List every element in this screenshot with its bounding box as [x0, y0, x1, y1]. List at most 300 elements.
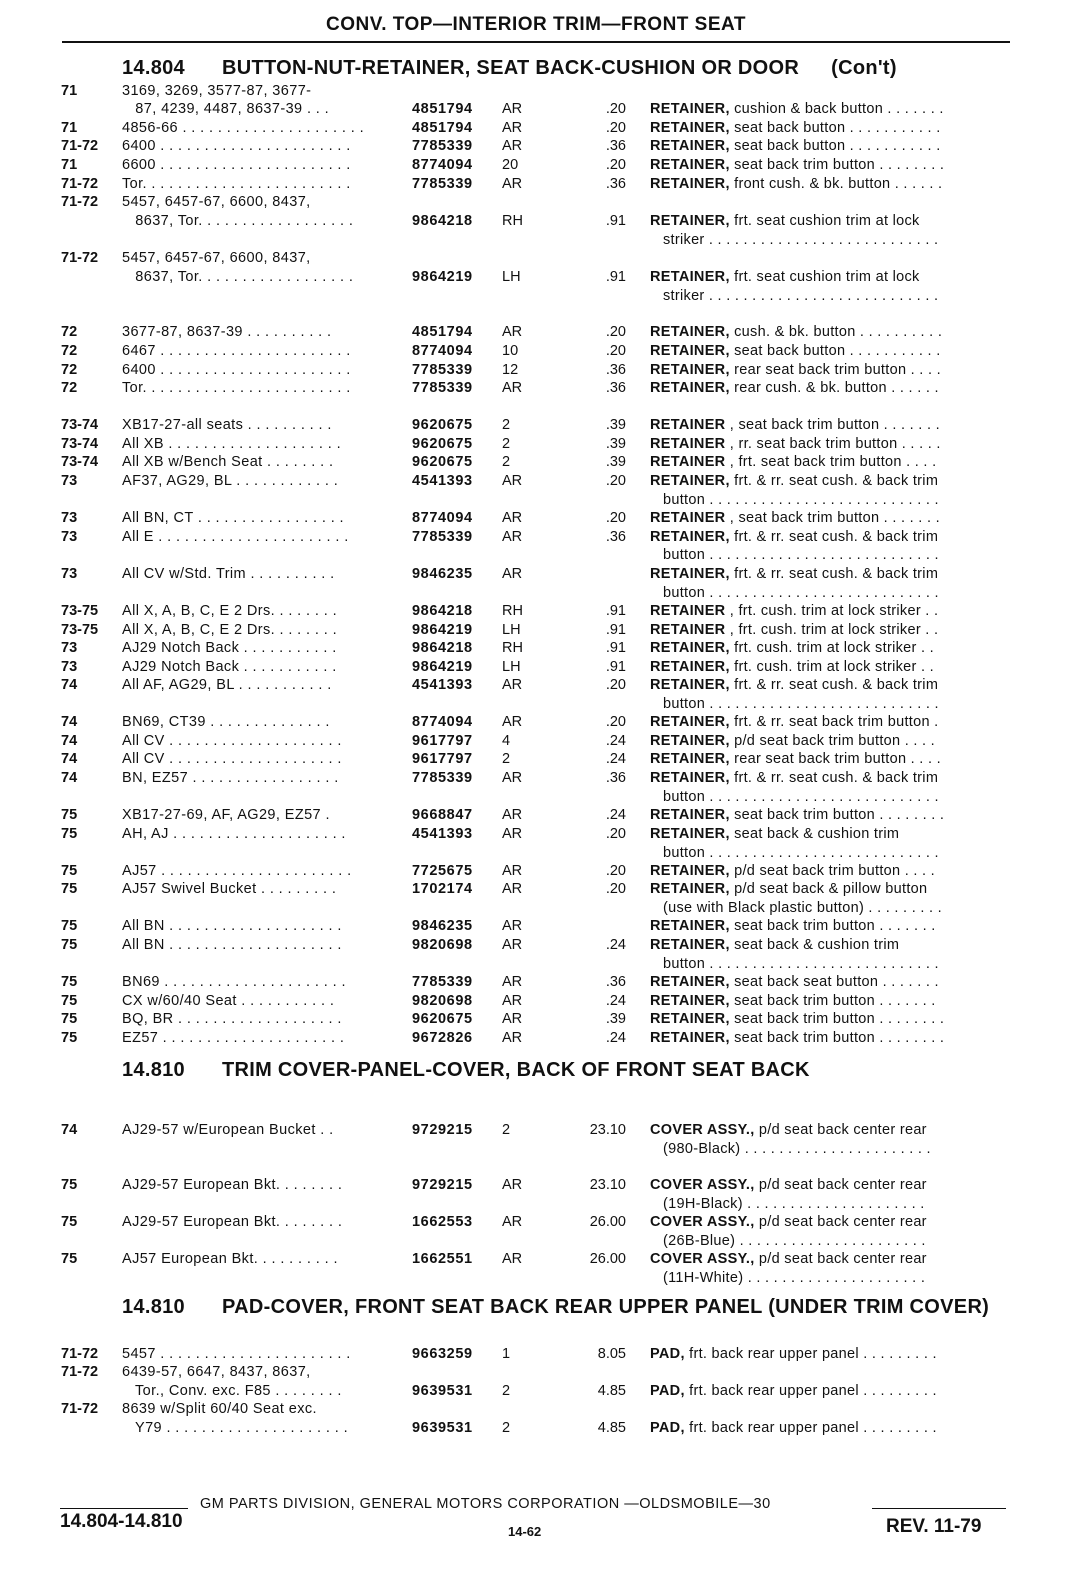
- row-price: .20: [605, 863, 626, 879]
- row-description: [650, 509, 1010, 528]
- row-item-detail: , seat back trim button . . . . . . .: [725, 510, 940, 526]
- row-price: .36: [605, 362, 626, 378]
- row-quantity: AR: [502, 974, 523, 990]
- row-item-name: RETAINER,: [650, 640, 730, 656]
- row-item-detail: frt. seat cushion trim at lock: [729, 213, 920, 229]
- row-item-detail: frt. seat cushion trim at lock: [729, 269, 920, 285]
- row-description: [650, 231, 1010, 250]
- row-year: 71-72: [61, 250, 99, 266]
- row-year: 75: [61, 1251, 78, 1267]
- row-description: [650, 1213, 1010, 1232]
- row-description: [650, 769, 1010, 788]
- row-price: .36: [605, 380, 626, 396]
- row-description: [650, 453, 1010, 472]
- row-item-detail: frt. back rear upper panel . . . . . . . . .: [684, 1346, 937, 1362]
- row-price: .91: [605, 213, 626, 229]
- section-title-14-810-cover: [122, 1059, 810, 1082]
- row-quantity: AR: [502, 138, 523, 154]
- row-quantity: AR: [502, 566, 523, 582]
- row-description: [650, 361, 1010, 380]
- row-year: 75: [61, 881, 78, 897]
- row-year: 73: [61, 510, 78, 526]
- row-item-name: RETAINER,: [650, 473, 730, 489]
- row-item-detail: striker . . . . . . . . . . . . . . . . . . . . . . . . . . .: [650, 288, 939, 304]
- row-year: 73-74: [61, 436, 99, 452]
- row-year: 75: [61, 1030, 78, 1046]
- continued-note: (Con't): [831, 57, 897, 79]
- row-year: 74: [61, 714, 78, 730]
- row-description: [650, 1232, 1010, 1251]
- row-part-number: 4851794: [412, 101, 473, 117]
- row-description: [650, 472, 1010, 491]
- row-part-number: 9620675: [412, 417, 473, 433]
- row-quantity: RH: [502, 603, 523, 619]
- row-quantity: LH: [502, 269, 521, 285]
- row-item-detail: button . . . . . . . . . . . . . . . . . . . . . . . . . . .: [650, 789, 939, 805]
- row-description: [650, 546, 1010, 565]
- section-number: 14.810: [122, 1296, 185, 1318]
- row-price: .91: [605, 603, 626, 619]
- row-model: AJ29 Notch Back . . . . . . . . . . .: [122, 640, 337, 656]
- row-part-number: 7785339: [412, 529, 473, 545]
- row-item-name: RETAINER: [650, 417, 726, 433]
- row-part-number: 9639531: [412, 1383, 473, 1399]
- row-item-detail: cush. & bk. button . . . . . . . . . .: [729, 324, 943, 340]
- row-item-name: RETAINER: [650, 454, 726, 470]
- row-description: [650, 602, 1010, 621]
- row-quantity: AR: [502, 1011, 523, 1027]
- row-part-number: 9864219: [412, 269, 473, 285]
- row-price: .36: [605, 176, 626, 192]
- row-item-detail: rear seat back trim button . . . .: [729, 362, 941, 378]
- row-model: AJ57 European Bkt. . . . . . . . . .: [122, 1251, 338, 1267]
- row-year: 71: [61, 120, 78, 136]
- row-price: 26.00: [589, 1214, 626, 1230]
- row-description: [650, 750, 1010, 769]
- row-item-detail: , frt. seat back trim button . . . .: [725, 454, 937, 470]
- row-model: All E . . . . . . . . . . . . . . . . . . . . . .: [122, 529, 349, 545]
- row-item-detail: (use with Black plastic button) . . . . . . . . .: [650, 900, 943, 916]
- row-description: [650, 1269, 1010, 1288]
- row-description: [650, 732, 1010, 751]
- row-item-name: RETAINER,: [650, 974, 730, 990]
- row-year: 71-72: [61, 194, 99, 210]
- row-quantity: 12: [502, 362, 519, 378]
- row-model: AJ29-57 European Bkt. . . . . . . .: [122, 1177, 343, 1193]
- row-description: [650, 175, 1010, 194]
- row-price: .20: [605, 881, 626, 897]
- row-model: AJ57 . . . . . . . . . . . . . . . . . . . . . .: [122, 863, 352, 879]
- row-item-name: RETAINER,: [650, 566, 730, 582]
- row-model: 6400 . . . . . . . . . . . . . . . . . . . . . .: [122, 138, 351, 154]
- row-item-name: RETAINER,: [650, 659, 730, 675]
- row-item-name: RETAINER,: [650, 863, 730, 879]
- row-model: 6467 . . . . . . . . . . . . . . . . . . . . . .: [122, 343, 351, 359]
- row-item-detail: seat back & cushion trim: [729, 826, 900, 842]
- row-description: [650, 565, 1010, 584]
- row-price: .20: [605, 473, 626, 489]
- row-price: .20: [605, 120, 626, 136]
- row-year: 75: [61, 974, 78, 990]
- row-item-name: COVER ASSY.,: [650, 1214, 755, 1230]
- row-item-detail: front cush. & bk. button . . . . . .: [729, 176, 943, 192]
- row-item-detail: p/d seat back center rear: [754, 1177, 927, 1193]
- row-description: [650, 212, 1010, 231]
- row-part-number: 1702174: [412, 881, 473, 897]
- row-model: 3169, 3269, 3577-87, 3677-: [122, 83, 312, 99]
- row-item-name: RETAINER,: [650, 176, 730, 192]
- row-quantity: 4: [502, 733, 511, 749]
- row-item-detail: button . . . . . . . . . . . . . . . . . . . . . . . . . . .: [650, 696, 939, 712]
- row-part-number: 9864219: [412, 659, 473, 675]
- row-item-detail: seat back trim button . . . . . . . .: [729, 807, 945, 823]
- row-item-detail: seat back trim button . . . . . . .: [729, 993, 936, 1009]
- row-price: .24: [605, 937, 626, 953]
- row-description: [650, 621, 1010, 640]
- row-model: Tor. . . . . . . . . . . . . . . . . . . . . . . .: [122, 380, 351, 396]
- row-part-number: 9820698: [412, 937, 473, 953]
- row-item-detail: button . . . . . . . . . . . . . . . . . . . . . . . . . . .: [650, 845, 939, 861]
- row-item-detail: , rr. seat back trim button . . . . .: [725, 436, 941, 452]
- row-item-detail: button . . . . . . . . . . . . . . . . . . . . . . . . . . .: [650, 547, 939, 563]
- row-model: All BN . . . . . . . . . . . . . . . . . . . .: [122, 918, 342, 934]
- row-quantity: AR: [502, 473, 523, 489]
- row-item-detail: (980-Black) . . . . . . . . . . . . . . . . . . . . . .: [650, 1141, 931, 1157]
- row-item-detail: seat back & cushion trim: [729, 937, 900, 953]
- row-description: [650, 992, 1010, 1011]
- row-description: [650, 491, 1010, 510]
- row-item-name: RETAINER,: [650, 101, 730, 117]
- row-part-number: 4851794: [412, 120, 473, 136]
- row-description: [650, 100, 1010, 119]
- row-model: AH, AJ . . . . . . . . . . . . . . . . . . . .: [122, 826, 346, 842]
- row-item-detail: rear cush. & bk. button . . . . . .: [729, 380, 939, 396]
- row-year: 73: [61, 566, 78, 582]
- row-quantity: RH: [502, 213, 523, 229]
- row-year: 74: [61, 677, 78, 693]
- row-item-detail: seat back button . . . . . . . . . . .: [729, 120, 941, 136]
- row-description: [650, 955, 1010, 974]
- row-price: 23.10: [589, 1177, 626, 1193]
- row-model: All X, A, B, C, E 2 Drs. . . . . . . .: [122, 603, 338, 619]
- row-item-name: RETAINER,: [650, 269, 730, 285]
- row-item-name: RETAINER,: [650, 993, 730, 1009]
- row-price: .91: [605, 640, 626, 656]
- row-model: AJ29 Notch Back . . . . . . . . . . .: [122, 659, 337, 675]
- row-price: .91: [605, 622, 626, 638]
- row-item-name: RETAINER,: [650, 362, 730, 378]
- row-model: 5457 . . . . . . . . . . . . . . . . . . . . . .: [122, 1346, 351, 1362]
- row-item-name: RETAINER,: [650, 937, 730, 953]
- row-quantity: AR: [502, 1251, 523, 1267]
- row-part-number: 8774094: [412, 510, 473, 526]
- row-description: [650, 880, 1010, 899]
- row-quantity: AR: [502, 993, 523, 1009]
- row-part-number: 4541393: [412, 677, 473, 693]
- row-item-name: RETAINER,: [650, 120, 730, 136]
- row-description: [650, 862, 1010, 881]
- row-model: 5457, 6457-67, 6600, 8437,: [122, 194, 311, 210]
- row-price: 26.00: [589, 1251, 626, 1267]
- row-year: 73: [61, 640, 78, 656]
- row-model: CX w/60/40 Seat . . . . . . . . . . .: [122, 993, 335, 1009]
- row-part-number: 9639531: [412, 1420, 473, 1436]
- row-year: 73-74: [61, 454, 99, 470]
- footer-publisher: GM PARTS DIVISION, GENERAL MOTORS CORPORATION —OLDSMOBILE—30: [200, 1496, 771, 1512]
- row-item-detail: , frt. cush. trim at lock striker . .: [725, 622, 939, 638]
- row-quantity: 1: [502, 1346, 511, 1362]
- row-year: 71-72: [61, 1364, 99, 1380]
- row-part-number: 8774094: [412, 714, 473, 730]
- row-description: [650, 1029, 1010, 1048]
- row-description: [650, 1121, 1010, 1140]
- row-year: 73: [61, 529, 78, 545]
- row-price: .36: [605, 974, 626, 990]
- row-part-number: 8774094: [412, 157, 473, 173]
- row-part-number: 9617797: [412, 733, 473, 749]
- row-price: .36: [605, 529, 626, 545]
- row-item-name: RETAINER,: [650, 826, 730, 842]
- row-year: 75: [61, 826, 78, 842]
- row-item-name: PAD,: [650, 1383, 685, 1399]
- row-item-detail: button . . . . . . . . . . . . . . . . . . . . . . . . . . .: [650, 585, 939, 601]
- row-description: [650, 1419, 1010, 1438]
- row-quantity: AR: [502, 529, 523, 545]
- section-heading: BUTTON-NUT-RETAINER, SEAT BACK-CUSHION OR DOOR: [222, 57, 800, 79]
- row-quantity: AR: [502, 918, 523, 934]
- row-item-name: RETAINER: [650, 603, 726, 619]
- section-heading: PAD-COVER, FRONT SEAT BACK REAR UPPER PANEL (UNDER TRIM COVER): [222, 1296, 990, 1318]
- row-year: 71-72: [61, 1401, 99, 1417]
- row-price: .91: [605, 269, 626, 285]
- row-item-name: RETAINER,: [650, 881, 730, 897]
- row-quantity: AR: [502, 677, 523, 693]
- row-model: AJ29-57 European Bkt. . . . . . . .: [122, 1214, 343, 1230]
- row-price: .24: [605, 733, 626, 749]
- row-part-number: 8774094: [412, 343, 473, 359]
- row-description: [650, 825, 1010, 844]
- row-quantity: AR: [502, 380, 523, 396]
- row-quantity: 2: [502, 436, 511, 452]
- section-heading: TRIM COVER-PANEL-COVER, BACK OF FRONT SEAT BACK: [222, 1059, 810, 1081]
- row-description: [650, 323, 1010, 342]
- row-quantity: AR: [502, 863, 523, 879]
- row-item-name: RETAINER,: [650, 770, 730, 786]
- row-part-number: 9864218: [412, 640, 473, 656]
- row-item-detail: p/d seat back trim button . . . .: [729, 863, 936, 879]
- row-year: 71: [61, 157, 78, 173]
- row-model: AJ29-57 w/European Bucket . .: [122, 1122, 334, 1138]
- footer-rule-left: [60, 1508, 188, 1509]
- row-part-number: 7785339: [412, 770, 473, 786]
- row-quantity: AR: [502, 714, 523, 730]
- row-item-detail: (26B-Blue) . . . . . . . . . . . . . . . . . . . . . .: [650, 1233, 926, 1249]
- row-model: 8639 w/Split 60/40 Seat exc.: [122, 1401, 317, 1417]
- row-model: XB17-27-all seats . . . . . . . . . .: [122, 417, 332, 433]
- row-year: 74: [61, 1122, 78, 1138]
- row-description: [650, 917, 1010, 936]
- row-quantity: AR: [502, 1177, 523, 1193]
- row-quantity: 2: [502, 454, 511, 470]
- row-year: 74: [61, 770, 78, 786]
- row-item-detail: seat back seat button . . . . . . .: [729, 974, 939, 990]
- row-quantity: AR: [502, 1214, 523, 1230]
- row-item-name: RETAINER,: [650, 918, 730, 934]
- row-model: All CV w/Std. Trim . . . . . . . . . .: [122, 566, 335, 582]
- row-item-name: RETAINER,: [650, 1011, 730, 1027]
- row-quantity: 10: [502, 343, 519, 359]
- row-description: [650, 1382, 1010, 1401]
- row-model: All XB . . . . . . . . . . . . . . . . . . . .: [122, 436, 342, 452]
- row-quantity: 20: [502, 157, 519, 173]
- row-description: [650, 1176, 1010, 1195]
- row-year: 73-74: [61, 417, 99, 433]
- row-item-detail: seat back button . . . . . . . . . . .: [729, 138, 941, 154]
- row-item-name: RETAINER,: [650, 733, 730, 749]
- section-title-14-804: [122, 57, 897, 80]
- row-year: 75: [61, 1177, 78, 1193]
- row-description: [650, 844, 1010, 863]
- row-item-detail: cushion & back button . . . . . . .: [729, 101, 944, 117]
- row-part-number: 9864218: [412, 603, 473, 619]
- row-item-name: RETAINER,: [650, 380, 730, 396]
- row-model: All AF, AG29, BL . . . . . . . . . . .: [122, 677, 332, 693]
- row-item-name: COVER ASSY.,: [650, 1122, 755, 1138]
- row-part-number: 7725675: [412, 863, 473, 879]
- row-item-detail: frt. & rr. seat cush. & back trim: [729, 677, 939, 693]
- row-item-detail: seat back trim button . . . . . . . .: [729, 1030, 945, 1046]
- row-item-name: RETAINER,: [650, 677, 730, 693]
- row-part-number: 9864218: [412, 213, 473, 229]
- row-model: 6400 . . . . . . . . . . . . . . . . . . . . . .: [122, 362, 351, 378]
- row-quantity: 2: [502, 417, 511, 433]
- footer-section-range: 14.804-14.810: [60, 1511, 183, 1532]
- row-quantity: AR: [502, 324, 523, 340]
- row-part-number: 9672826: [412, 1030, 473, 1046]
- row-model: 8637, Tor. . . . . . . . . . . . . . . . . .: [122, 213, 354, 229]
- row-year: 75: [61, 918, 78, 934]
- row-model: 6600 . . . . . . . . . . . . . . . . . . . . . .: [122, 157, 351, 173]
- row-price: .20: [605, 826, 626, 842]
- row-year: 72: [61, 380, 78, 396]
- row-year: 73: [61, 659, 78, 675]
- row-model: All CV . . . . . . . . . . . . . . . . . . . .: [122, 733, 342, 749]
- row-year: 71-72: [61, 138, 99, 154]
- row-part-number: 9846235: [412, 566, 473, 582]
- section-number: 14.804: [122, 57, 185, 79]
- row-quantity: 2: [502, 1122, 511, 1138]
- row-year: 71-72: [61, 176, 99, 192]
- row-description: [650, 156, 1010, 175]
- row-description: [650, 1140, 1010, 1159]
- row-quantity: 2: [502, 751, 511, 767]
- row-item-detail: p/d seat back & pillow button: [729, 881, 928, 897]
- row-item-detail: p/d seat back center rear: [754, 1122, 927, 1138]
- row-part-number: 9729215: [412, 1177, 473, 1193]
- row-part-number: 9620675: [412, 1011, 473, 1027]
- row-item-detail: (19H-Black) . . . . . . . . . . . . . . . . . . . . .: [650, 1196, 925, 1212]
- section-number: 14.810: [122, 1059, 185, 1081]
- row-item-detail: frt. & rr. seat cush. & back trim: [729, 770, 939, 786]
- row-quantity: AR: [502, 937, 523, 953]
- row-description: [650, 287, 1010, 306]
- row-year: 75: [61, 863, 78, 879]
- row-model: 3677-87, 8637-39 . . . . . . . . . .: [122, 324, 332, 340]
- row-item-detail: seat back trim button . . . . . . .: [729, 918, 936, 934]
- row-quantity: 2: [502, 1383, 511, 1399]
- row-model: All XB w/Bench Seat . . . . . . . .: [122, 454, 334, 470]
- row-description: [650, 1250, 1010, 1269]
- row-price: .91: [605, 659, 626, 675]
- row-year: 71-72: [61, 1346, 99, 1362]
- row-model: BN69 . . . . . . . . . . . . . . . . . . . . .: [122, 974, 346, 990]
- row-price: 23.10: [589, 1122, 626, 1138]
- row-price: .20: [605, 324, 626, 340]
- row-price: .36: [605, 138, 626, 154]
- row-quantity: AR: [502, 176, 523, 192]
- row-description: [650, 639, 1010, 658]
- row-part-number: 7785339: [412, 138, 473, 154]
- row-description: [650, 528, 1010, 547]
- row-model: BN69, CT39 . . . . . . . . . . . . . .: [122, 714, 330, 730]
- row-quantity: AR: [502, 807, 523, 823]
- row-year: 72: [61, 343, 78, 359]
- row-price: .24: [605, 751, 626, 767]
- row-item-name: RETAINER,: [650, 324, 730, 340]
- row-description: [650, 1195, 1010, 1214]
- row-price: 4.85: [597, 1383, 626, 1399]
- row-model: All CV . . . . . . . . . . . . . . . . . . . .: [122, 751, 342, 767]
- row-price: .20: [605, 714, 626, 730]
- row-price: .39: [605, 454, 626, 470]
- row-description: [650, 137, 1010, 156]
- row-part-number: 9620675: [412, 454, 473, 470]
- row-description: [650, 342, 1010, 361]
- row-part-number: 9864219: [412, 622, 473, 638]
- row-item-detail: frt. back rear upper panel . . . . . . . . .: [684, 1420, 937, 1436]
- row-quantity: 2: [502, 1420, 511, 1436]
- row-item-name: RETAINER,: [650, 807, 730, 823]
- row-price: .24: [605, 993, 626, 1009]
- row-description: [650, 268, 1010, 287]
- row-price: .20: [605, 677, 626, 693]
- row-model: Y79 . . . . . . . . . . . . . . . . . . . . .: [122, 1420, 349, 1436]
- row-year: 75: [61, 937, 78, 953]
- row-part-number: 4851794: [412, 324, 473, 340]
- row-year: 75: [61, 1214, 78, 1230]
- row-description: [650, 695, 1010, 714]
- row-quantity: AR: [502, 881, 523, 897]
- row-item-detail: frt. & rr. seat back trim button .: [729, 714, 939, 730]
- row-item-detail: button . . . . . . . . . . . . . . . . . . . . . . . . . . .: [650, 492, 939, 508]
- row-quantity: RH: [502, 640, 523, 656]
- row-description: [650, 936, 1010, 955]
- row-description: [650, 713, 1010, 732]
- row-item-detail: seat back trim button . . . . . . . .: [729, 1011, 945, 1027]
- row-model: BN, EZ57 . . . . . . . . . . . . . . . . .: [122, 770, 339, 786]
- row-model: All BN, CT . . . . . . . . . . . . . . . . .: [122, 510, 344, 526]
- row-part-number: 1662551: [412, 1251, 473, 1267]
- row-item-detail: frt. cush. trim at lock striker . .: [729, 659, 934, 675]
- row-price: .20: [605, 343, 626, 359]
- row-item-name: RETAINER: [650, 436, 726, 452]
- row-item-detail: , frt. cush. trim at lock striker . .: [725, 603, 939, 619]
- row-part-number: 7785339: [412, 176, 473, 192]
- row-part-number: 7785339: [412, 362, 473, 378]
- row-price: .24: [605, 807, 626, 823]
- row-description: [650, 584, 1010, 603]
- footer-page-number: 14-62: [508, 1524, 542, 1539]
